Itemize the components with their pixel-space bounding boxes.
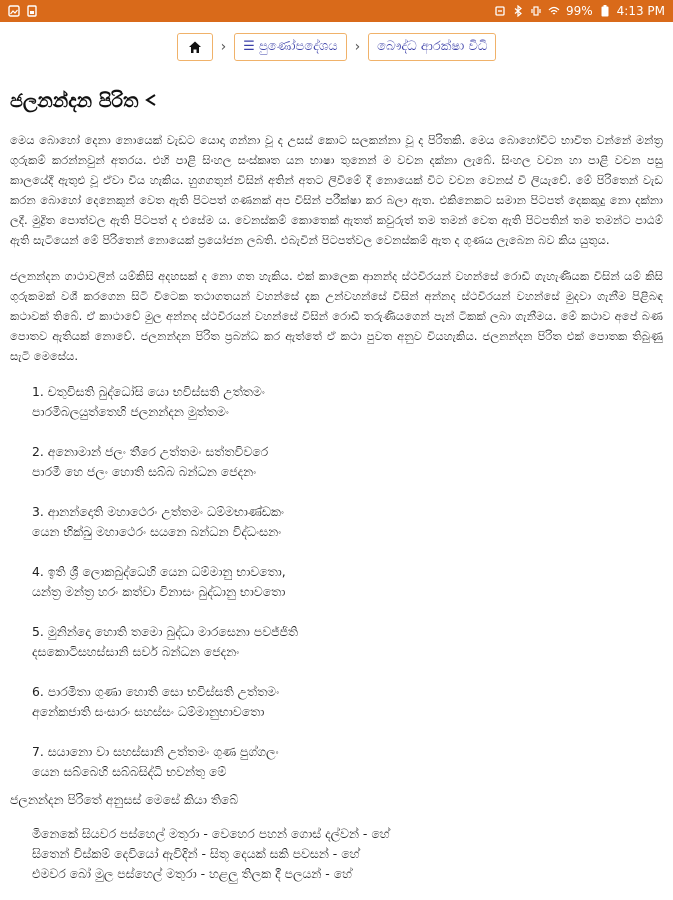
verse-item xyxy=(32,742,663,782)
benefit-line: මිනෙකේ සියවර පස්හෙල් මතුරා - වෙහෙර පහන් ගොස් දල්වන් - හේ xyxy=(32,826,390,841)
verse-line: පාරමිබලයුත්තෙහි ජලනන්දන මුත්තමං xyxy=(32,404,229,419)
verse-item xyxy=(32,502,663,542)
chevron-right-icon: › xyxy=(354,38,361,55)
verse-item xyxy=(32,562,663,602)
verse-line: යෙන භික්ඛු මහාථෙරං සයනෙ බන්ධන විද්ධංසනං xyxy=(32,524,282,539)
vibrate-icon xyxy=(530,5,542,17)
verse-line: දසකොටිසහස්සානි සර්ව බන්ධන ජෙදනං xyxy=(32,644,240,659)
verse-line: 2. අනොමාන් ජලං තීරෙ උත්තමං සත්තවිවරෙ xyxy=(32,444,269,459)
app-notification-icon xyxy=(26,5,38,17)
breadcrumb-item-advice[interactable]: ☰ පුණෝපදේශය xyxy=(234,33,346,61)
clock: 4:13 PM xyxy=(616,4,665,18)
mute-icon xyxy=(494,5,506,17)
breadcrumb-item-protection[interactable]: බෞද්ධ ආරක්ෂා විධි xyxy=(368,33,496,61)
verse-line: අනේකජාති සංසාරං සහස්සං ධම්මානුභාවතො xyxy=(32,704,265,719)
verse-line: 1. චතුවිසති බුද්ධෝසි යො භවිස්සති උත්තමං xyxy=(32,384,265,399)
benefit-line: සිතෙන් විස්කම් දෙවියෝ ඇවිදින් - සිතූ දෙයක් සකි පවසන් - හේ xyxy=(32,846,360,861)
page-title-text: ජලනන්දන පිරිත xyxy=(10,90,139,112)
verse-line: 4. ඉති ශ්‍රී ලොකබුද්ධෙහි යෙන ධම්මානු භාවතො, xyxy=(32,564,286,579)
status-bar xyxy=(0,0,673,22)
verse-line: 3. ආනන්දොති මහාථෙරං උත්තමං ධම්මභාණ්ඩකං xyxy=(32,504,285,519)
benefit-line: එමවර බෝ මුල පස්හෙල් මතුරා - හළලු තිලක දී පලයන් - හේ xyxy=(32,866,352,881)
verse-line: 6. පාරමිතා ගුණා හොති සො භවිස්සති උත්තමං xyxy=(32,684,280,699)
article xyxy=(0,90,673,884)
bluetooth-icon xyxy=(512,5,524,17)
chevron-right-icon: › xyxy=(220,38,227,55)
verse-item xyxy=(32,622,663,662)
breadcrumb xyxy=(0,22,673,70)
home-button[interactable] xyxy=(177,33,213,61)
benefits-heading: ජලනන්දන පිරිතේ අනුසස් මෙසේ කියා තිබේ xyxy=(10,792,239,807)
page-title xyxy=(10,90,663,112)
wifi-icon xyxy=(548,5,560,17)
verse-item xyxy=(32,382,663,422)
verse-line: 7. සයානො වා සහස්සානි උත්තමං ගුණ පුග්ගලං xyxy=(32,744,279,759)
verse-item xyxy=(32,442,663,482)
verse-list xyxy=(10,382,663,782)
verse-line: පාරමී හෙ ජලං හොති සබ්බ බන්ධන ජෙදනං xyxy=(32,464,257,479)
home-icon xyxy=(188,40,202,54)
verse-line: යන්ත්‍ර මන්ත්‍ර හරං කත්වා විනාසං බුද්ධානු භාවතො xyxy=(32,584,286,599)
verse-item xyxy=(32,682,663,722)
paragraph-story: ජලනන්දන ගාථාවලින් යම්කිසි අදහසක් ද නො ගත හැකිය. එක් කාලෙක ආනන්ද ස්ථවිරයන් වහන්සේ රොඩී ගැහැණියක විසින් යම් කිසි ගුරුකමක් වශී කරගෙන සිටි විටෙක තථාගතයන් වහන්සේ දැක උන්වහන්සේ විසින් අන්නද ස්ථවිරයන් වහන්සේ මුදවා ගැනීම පිළිබඳ කථාවක් තිබේ. ඒ කාථාවේ මුල අන්නද ස්ථවිරයන් වහන්සේ විසින් රොඩී තරුණියගෙන් පැන් ටිකක් ලබා ගැනීමය. මේ කථාව අපේ බණ පොතව ඇතියක් නොවේ. ජලනන්දන පිරිත ප්‍රබන්ධ කර ඇත්තේ ඒ කථා පුවත අනුව වියහැකිය. ජලනන්දන පිරිත එක් පොතක තිබුණු සැටි මෙසේය. xyxy=(10,269,663,363)
verse-line: 5. මුනින්දො හොති තමො බුද්ධා මාරසෙනා පවජ්ජිති xyxy=(32,624,298,639)
benefit-lines xyxy=(10,824,663,884)
share-icon[interactable] xyxy=(144,90,158,112)
paragraph-intro: මෙය බොහෝ දෙනා නොයෙක් වැඩට යොදා ගන්නා වූ ද උසස් කොට සලකන්නා වූ ද පිරිතකි. මෙය බොහෝවිට භාවිත වන්නේ මන්ත්‍ර ගුරුකම් කරන්නවුන් අතරය. එහි පාළි සිංහල සංස්කෘත යන භාෂා තුනෙන් ම වචන දක්නා ලැබේ. සිංහල වචන හා පාළි වචන පසු කාලයේදී ඇතුළු වූ ඒවා විය හැකිය. හුගගතුන් විසින් අතින් අතට ලිවීමේ දී නොයෙක් විට වචන වෙනස් වී ලියැවේ. මේ පිරිතෙන් වැඩ කරන බොහෝ දෙනෙකුන් වෙත ඇති පිටපත් ගණනක් අප විසින් පරීක්ෂා කර බලා ඇත. එකිනෙකට සමාන පිටපත් දෙකකුදු නො දක්නා ලදී. මුද්‍රිත පොත්වල ඇති පිටපත් ද එසේම ය. වෙනස්කම් කොතෙක් ඇතත් කවුරුත් තම තමන් වෙත ඇති පිටපතින් තම තමන්ට පාඨම් ඇති සැටියෙන් මේ පිරිතෙන් නොයෙක් ප්‍රයෝජන ලබති. එබැවින් පිටපත්වල වෙනස්කම් ඇත ද ගුණය ලැබෙන බව කිය යුතුය. xyxy=(10,133,663,247)
verse-line: යෙන සබ්බෙහි සබ්බසිද්ධි භවන්තු මේ xyxy=(32,764,227,779)
image-notification-icon xyxy=(8,5,20,17)
battery-level: 99% xyxy=(565,4,593,18)
battery-icon xyxy=(599,5,611,17)
